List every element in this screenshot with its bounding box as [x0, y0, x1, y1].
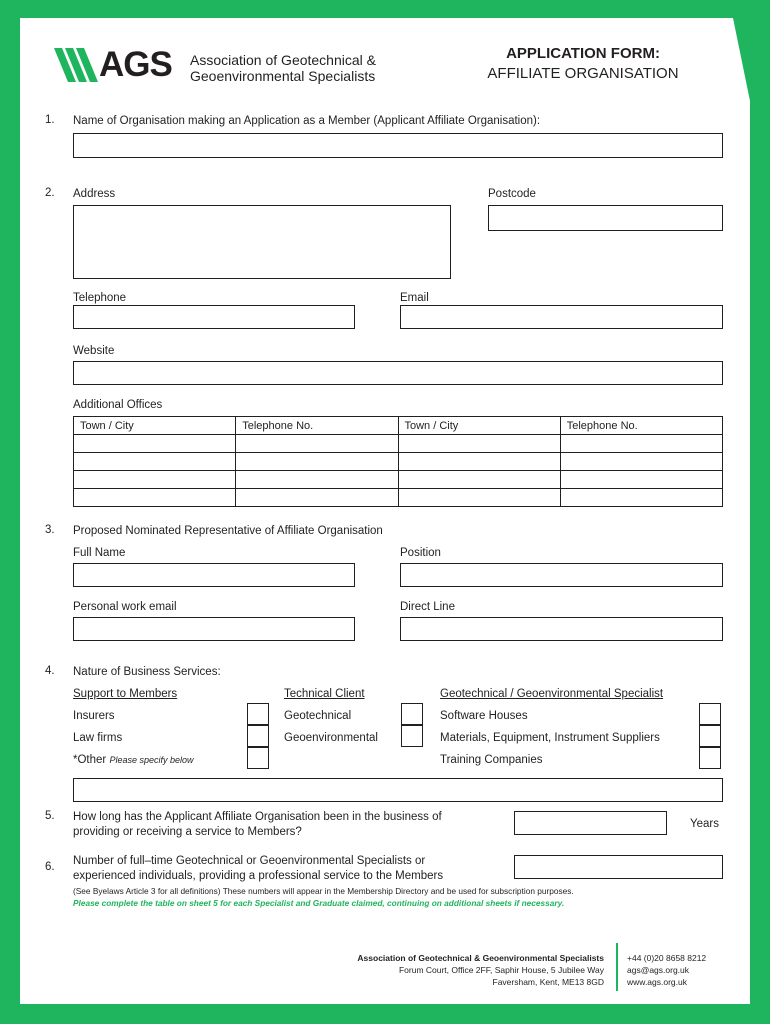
section-number: 6. — [45, 861, 55, 873]
other-text: *Other — [73, 754, 107, 766]
table-row — [74, 471, 723, 489]
option-software-houses-label: Software Houses — [440, 710, 528, 722]
footer-divider — [616, 943, 618, 991]
footer-email-link[interactable]: ags@ags.org.uk — [627, 965, 690, 975]
additional-offices-table — [73, 416, 723, 507]
additional-offices-label: Additional Offices — [73, 399, 163, 411]
table-header-row — [74, 417, 723, 435]
section-number: 1. — [45, 114, 55, 126]
full-name-label: Full Name — [73, 547, 126, 559]
table-cell[interactable] — [560, 471, 722, 489]
address-label: Address — [73, 188, 116, 200]
footer-address-line1: Forum Court, Office 2FF, Saphir House, 5 Jubilee Way — [398, 965, 604, 975]
table-cell[interactable] — [398, 471, 560, 489]
byelaws-note: (See Byelaws Article 3 for all definitions) These numbers will appear in the Membership Directory and be used for subscription purposes. — [73, 886, 574, 896]
business-services-label: Nature of Business Services: — [73, 666, 221, 678]
table-cell[interactable] — [236, 471, 398, 489]
option-training-label: Training Companies — [440, 754, 543, 766]
specialists-count-field[interactable] — [514, 855, 723, 879]
postcode-field[interactable] — [488, 205, 723, 231]
organisation-name-label: Name of Organisation making an Application as a Member (Applicant Affiliate Organisation): — [73, 115, 541, 127]
email-field[interactable] — [400, 305, 723, 329]
option-law-firms-label: Law firms — [73, 732, 123, 744]
table-cell[interactable] — [398, 489, 560, 507]
telephone-label: Telephone — [73, 292, 127, 304]
work-email-field[interactable] — [73, 617, 355, 641]
section-number: 4. — [45, 665, 55, 677]
column-header-town: Town / City — [398, 417, 560, 435]
geoenvironmental-checkbox[interactable] — [401, 725, 423, 747]
footer-address-line2: Faversham, Kent, ME13 8GD — [492, 977, 604, 987]
table-cell[interactable] — [236, 435, 398, 453]
table-cell[interactable] — [236, 453, 398, 471]
support-to-members-heading: Support to Members — [73, 688, 178, 700]
form-subtitle: AFFILIATE ORGANISATION — [487, 65, 679, 82]
specialist-heading: Geotechnical / Geoenvironmental Specialist — [440, 688, 664, 700]
other-specify-field[interactable] — [73, 778, 723, 802]
table-cell[interactable] — [398, 453, 560, 471]
table-row — [74, 453, 723, 471]
website-field[interactable] — [73, 361, 723, 385]
insurers-checkbox[interactable] — [247, 703, 269, 725]
table-row — [74, 435, 723, 453]
suppliers-checkbox[interactable] — [699, 725, 721, 747]
table-cell[interactable] — [560, 435, 722, 453]
section-number: 5. — [45, 810, 55, 822]
work-email-label: Personal work email — [73, 601, 177, 613]
other-note: Please specify below — [109, 755, 194, 765]
form-title: APPLICATION FORM: — [506, 45, 660, 62]
option-other-label — [73, 753, 194, 767]
table-cell[interactable] — [398, 435, 560, 453]
technical-client-heading: Technical Client — [284, 688, 365, 700]
section-number: 2. — [45, 187, 55, 199]
org-name-line2: Geoenvironmental Specialists — [190, 68, 376, 84]
specialists-question-line1: Number of full–time Geotechnical or Geoenvironmental Specialists or — [73, 855, 426, 867]
direct-line-label: Direct Line — [400, 601, 455, 613]
table-cell[interactable] — [560, 489, 722, 507]
section-number: 3. — [45, 524, 55, 536]
website-label: Website — [73, 345, 115, 357]
organisation-name-field[interactable] — [73, 133, 723, 158]
representative-label: Proposed Nominated Representative of Affiliate Organisation — [73, 525, 383, 537]
table-row — [74, 489, 723, 507]
position-field[interactable] — [400, 563, 723, 587]
years-unit-label: Years — [690, 818, 719, 830]
table-cell[interactable] — [74, 435, 236, 453]
postcode-label: Postcode — [488, 188, 536, 200]
column-header-telephone: Telephone No. — [236, 417, 398, 435]
position-label: Position — [400, 547, 441, 559]
other-checkbox[interactable] — [247, 747, 269, 769]
table-cell[interactable] — [74, 489, 236, 507]
table-cell[interactable] — [74, 471, 236, 489]
option-insurers-label: Insurers — [73, 710, 115, 722]
address-field[interactable] — [73, 205, 451, 279]
law-firms-checkbox[interactable] — [247, 725, 269, 747]
column-header-telephone: Telephone No. — [560, 417, 722, 435]
table-cell[interactable] — [560, 453, 722, 471]
table-instruction-note: Please complete the table on sheet 5 for each Specialist and Graduate claimed, continuing on additional sheets if necessary. — [73, 898, 565, 908]
table-cell[interactable] — [74, 453, 236, 471]
column-header-town: Town / City — [74, 417, 236, 435]
specialists-question-line2: experienced individuals, providing a professional service to the Members — [73, 870, 444, 882]
ags-logo-stripes-icon — [54, 48, 100, 82]
email-label: Email — [400, 292, 429, 304]
option-geoenvironmental-label: Geoenvironmental — [284, 732, 378, 744]
years-field[interactable] — [514, 811, 667, 835]
footer-website-link[interactable]: www.ags.org.uk — [627, 977, 687, 987]
org-name-line1: Association of Geotechnical & — [190, 52, 376, 68]
geotechnical-checkbox[interactable] — [401, 703, 423, 725]
full-name-field[interactable] — [73, 563, 355, 587]
footer-phone: +44 (0)20 8658 8212 — [627, 953, 707, 963]
software-houses-checkbox[interactable] — [699, 703, 721, 725]
years-question-line2: providing or receiving a service to Members? — [73, 826, 302, 838]
option-geotechnical-label: Geotechnical — [284, 710, 352, 722]
direct-line-field[interactable] — [400, 617, 723, 641]
footer-org-name: Association of Geotechnical & Geoenvironmental Specialists — [357, 953, 604, 963]
logo-text: AGS — [99, 45, 172, 84]
training-checkbox[interactable] — [699, 747, 721, 769]
telephone-field[interactable] — [73, 305, 355, 329]
option-suppliers-label: Materials, Equipment, Instrument Suppliers — [440, 732, 660, 744]
years-question-line1: How long has the Applicant Affiliate Organisation been in the business of — [73, 811, 442, 823]
table-cell[interactable] — [236, 489, 398, 507]
